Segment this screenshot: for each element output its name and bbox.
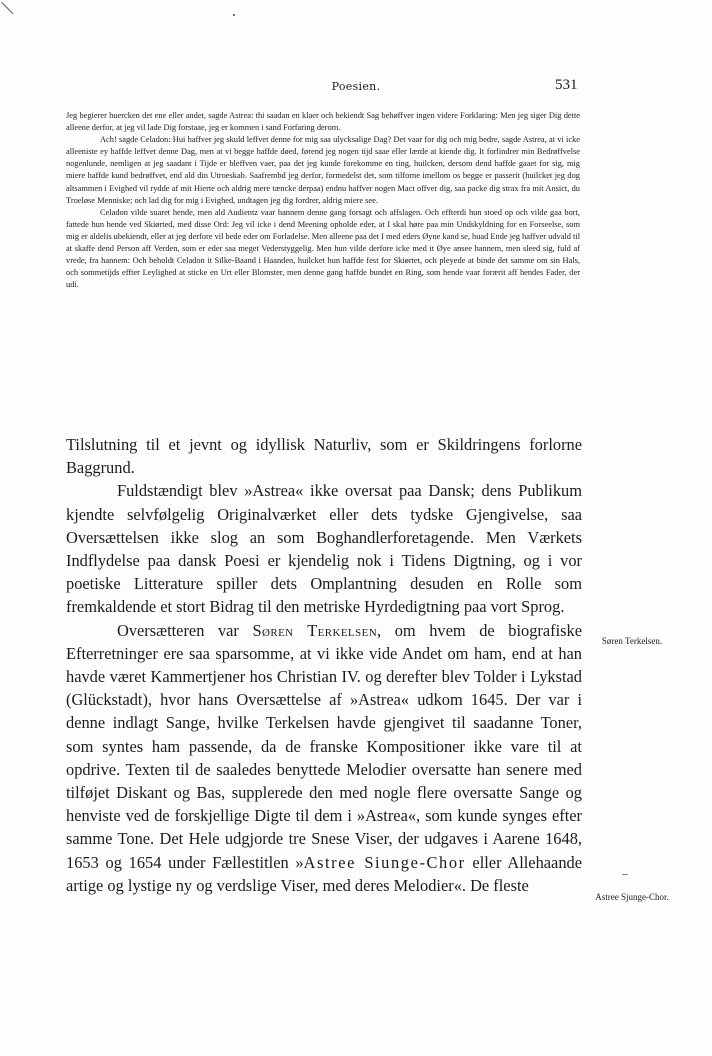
body-text-run: Oversætteren var (117, 620, 253, 640)
quote-paragraph: Ach! sagde Celadon: Hui haffver jeg skuld leffvet denne for mig saa ulycksalige Dag? Det vaar for dig och mig bedre, sagde Astrea, at vi icke alleeniste ey haffde leffvet denne Dag, men at vi begge haffde døed, førend jeg nogen tijd saae eller lærde at kiende dig. It forlindrer min Bedrøffvelse nogenlunde, nemligen at jeg saadant i Tijde er bleffven vaer, paa det jeg kunde forekomme en ting, huilcken, dersom dend haffde gaaet for sig, mig miere haffde kund bedrøffvet, end ald din Utroeskab. Saafrembd jeg derfor, formedelst det, som tilforne imellom os begge er passerit (huilcket jeg dog altsammen i Evighed vil rydde af mit Hierte och aldrig mere tæncke derpaa) endnu haffver nogen Mact offver dig, saa packe dig strax fra mit Ansict, du Troeløse Menniske; och lad dig for mig i Evighed, undtagen jeg dig fordrer, aldrig miere see. (66, 135, 580, 205)
body-paragraph (66, 619, 582, 897)
quote-paragraph: Celadon vilde suaret hende, men ald Audientz vaar hannem denne gang forsagt och affslagen. Och effterdi hun stoed op och vilde gaa bort, fattede hun hende ved Skiørted, med disse Ord: Jeg vil icke i dend Meening opholde eder, at I skal høre paa min Undskyldning for en Forseelse, som mig er aldelis ubekiendt, eller at jeg derfore vil bede eder om Forladelse. Men alleene paa det I med eders Øyne kand se, huad Ende jeg haffver udvald til at skaffe dend Person aff Verden, som er eder saa meget Vederstyggelig. Men hun vilde derfore icke med it Øye ansee hannem, men sleed sig, fuld af vrede, fra hannem: Och beholdt Celadon it Silke-Baand i Haanden, huilcket hun haffde fest for Skiørtet, och pleyede at binde det samme om sin Hals, och sommetijds effter Leylighed at sticke en Urt eller Blomster, men denne gang haffde bundet en Ring, som hende vaar forærit aff hendes Fader, der udi. (66, 207, 581, 290)
body-paragraph: Fuldstændigt blev »Astrea« ikke oversat paa Dansk; dens Publikum kjendte selvfølgelig Originalværket eller dets tydske Gjengivelse, saa Oversættelsen ikke slog an som Boghandlerforetagende. Men Værkets Indflydelse paa dansk Poesi er kjendelig nok i Tidens Digtning, og i vor poetiske Litterature spiller dets Omplantning desuden en Rolle som fremkaldende et stort Bidrag til den metriske Hyrdedigtning paa vort Sprog. (66, 481, 582, 617)
page-number: 531 (555, 77, 578, 93)
quote-paragraph: Jeg begierer huercken det ene eller andet, sagde Astrea: thi saadan en klaer och bekiendt Sag behøffver ingen videre Forklaring: Men jeg siger Dig dette alleene derfor, at jeg vil lade Dig forstaae, jeg er kommen i sand Forfaring derom. (66, 111, 580, 133)
quoted-excerpt (66, 110, 580, 291)
body-text-run: , om hvem de biografiske Efterretninger ere saa sparsomme, at vi ikke vide Andet om ham, end at han havde været Kammertjener hos Christian IV. og derefter blev Tolder i Lykstad (Glückstadt), hvor hans Oversættelse af »Astrea« udkom 1645. Der var i denne indlagt Sange, hvilke Terkelsen havde gjengivet til saadanne Toner, som syntes ham passende, da de franske Kompositioner ikke vare til at opdrive. Texten til de saaledes benyttede Melodier oversatte han senere med tilføjet Diskant og Bas, supplerede den med nogle flere oversatte Sange og henviste ved de forskjellige Digte til dem i »Astrea«, som kunde synges efter samme Tone. Det Hele udgjorde tre Snese Viser, der udgaves i Aarene 1648, 1653 og 1654 under Fællestitlen » (66, 620, 583, 872)
author-name: Søren Terkelsen (252, 620, 378, 640)
margin-note-soren-terkelsen: Søren Terkelsen. (601, 636, 663, 646)
corner-fold-mark (0, 2, 13, 25)
work-title: Astree Siunge-Chor (303, 852, 466, 872)
margin-tick (622, 874, 628, 875)
body-paragraph: Tilslutning til et jevnt og idyllisk Naturliv, som er Skildringens forlorne Baggrund. (66, 435, 582, 478)
running-header: Poesien. (331, 80, 381, 93)
main-text (66, 433, 582, 897)
body-text-run: eller Allehaande artige og lystige ny og verdslige Viser, med deres Melodier«. De fleste (66, 852, 582, 895)
print-speck (233, 14, 235, 16)
margin-note-astree-sjunge-chor: Astree Sjunge-Chor. (595, 892, 669, 902)
